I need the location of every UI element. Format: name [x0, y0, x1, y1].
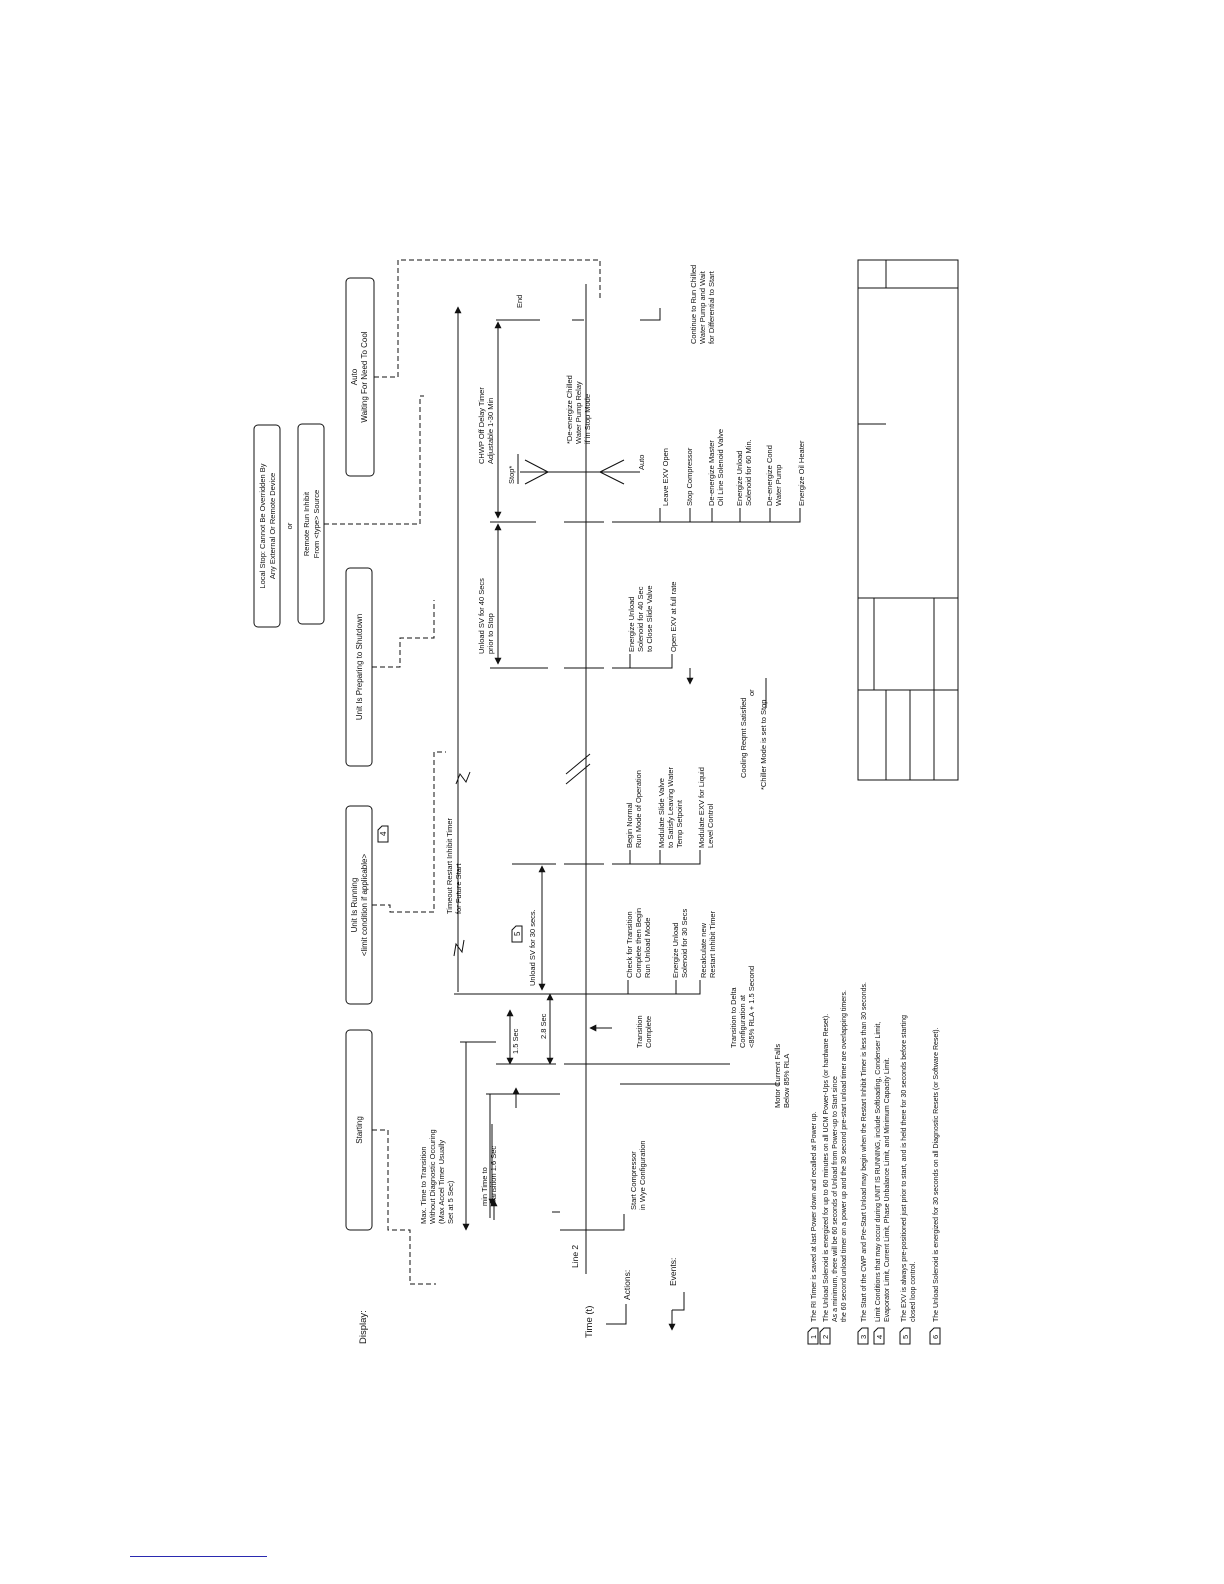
timer-text: 1.5 Sec	[511, 1028, 520, 1054]
action-text: Water Pump and Wait	[698, 271, 707, 344]
action-text: Stop Compressor	[685, 447, 694, 506]
note-5	[900, 1015, 917, 1344]
action-text: Energize Oil Heater	[797, 440, 806, 506]
restart-inhibit-text: for Future Start	[454, 863, 463, 914]
note-line: As a minimum, there will be 60 seconds of Unload from Power-up to Start since	[832, 1076, 839, 1322]
timer-text: Transition 1.6 Sec	[489, 1145, 498, 1206]
action-text: Continue to Run Chilled	[689, 264, 698, 344]
action-text: Solenoid for 40 Sec	[636, 586, 645, 652]
action-text: Open EXV at full rate	[669, 581, 678, 652]
note-6	[930, 1027, 940, 1344]
note-4	[874, 1022, 891, 1344]
display-box-text: From <type> Source	[312, 489, 321, 559]
display-box-text: Starting	[355, 1116, 364, 1144]
display-box-text: Unit Is Running	[350, 877, 359, 933]
or-label: or	[285, 522, 294, 530]
break-symbol	[454, 940, 464, 956]
time-label: Time (t)	[584, 1305, 595, 1338]
action-text: Energize Unload	[671, 922, 680, 978]
badge-4	[378, 826, 388, 842]
chwp-text: CHWP Off Delay Timer	[477, 387, 486, 464]
action-text: De-energize Cond	[765, 445, 774, 506]
action-text: Oil Line Solenoid Valve	[716, 429, 725, 506]
action-text: Start Compressor	[629, 1151, 638, 1210]
timer-text: min Time to	[480, 1167, 489, 1206]
badge-text: 5	[513, 931, 522, 936]
note-number: 5	[901, 1334, 910, 1339]
display-box-running	[346, 806, 372, 1004]
unload-40-text: Unload SV for 40 Secs	[477, 578, 486, 654]
note-2	[820, 990, 848, 1344]
deenergize-pump-text: if in Stop Mode	[583, 393, 592, 444]
timer-text: 2.8 Sec	[539, 1013, 548, 1039]
end-text: End	[515, 294, 524, 308]
actions-bracket	[606, 1304, 626, 1324]
event-text: Transition to Delta	[729, 987, 738, 1048]
line-2-label: Line 2	[570, 1244, 580, 1268]
stop-text: Stop*	[507, 465, 516, 484]
title-block	[858, 260, 958, 780]
timer-text: Set at 5 Sec)	[446, 1180, 455, 1224]
note-number: 2	[821, 1334, 830, 1339]
badge-5	[512, 926, 522, 942]
note-line: the 60 second unload timer on a power up and the 30 second pre-start unload timer are overlapping timers.	[841, 990, 848, 1322]
action-text: Solenoid for 60 Min.	[744, 439, 753, 506]
note-line: closed loop control.	[910, 1261, 917, 1322]
action-text: Run Mode of Operation	[634, 770, 643, 848]
action-text: in Wye Configuration	[638, 1140, 647, 1210]
display-box-text: Local Stop: Cannot Be Overridden By	[258, 463, 267, 589]
actions-label: Actions:	[622, 1269, 632, 1300]
restart-inhibit-text: Timeout Restart Inhibit Timer	[445, 817, 454, 914]
note-line: Limit Conditions that may occur during UNIT IS RUNNING, include Softloading, Condenser Limit,	[875, 1021, 882, 1322]
events-label: Events:	[668, 1257, 678, 1286]
event-text: <85% RLA + 1.5 Second	[747, 965, 756, 1048]
badge-text: 4	[379, 831, 388, 836]
action-text: Recalculate new	[699, 922, 708, 978]
action-text: De-energize Master	[707, 440, 716, 506]
action-text: Energize Unload	[627, 596, 636, 652]
note-line: The Unload Solenoid is energized for up to 60 minutes on all UCM Power-Ups (or hardware Reset).	[823, 1013, 830, 1322]
auto-text: Auto	[637, 454, 646, 470]
note-line: The EXV is always pre-positioned just prior to start, and is held there for 30 seconds before starting	[901, 1015, 908, 1322]
display-box-local-stop	[254, 425, 280, 627]
display-box-remote-run-inhibit	[298, 424, 324, 624]
unload-40-text: prior to Stop	[486, 613, 495, 654]
action-text: Energize Unload	[735, 450, 744, 506]
action-text: Modulate EXV for Liquid	[697, 767, 706, 848]
note-line: The Unload Solenoid is energized for 30 seconds on all Diagnostic Resets (or Software Reset).	[933, 1027, 940, 1322]
event-text: Cooling Reqmt Satisfied	[739, 697, 748, 778]
note-line: Evaporator Limit, Current Limit, Phase Unbalance Limit, and Minimum Capacity Limit.	[884, 1057, 891, 1322]
timer-text: Without Diagnostic Occuring	[428, 1129, 437, 1224]
timer-text: Max. Time to Transition	[419, 1146, 428, 1224]
timer-text: (Max Accel Timer Usually	[437, 1139, 446, 1224]
unload-30-text: Unload SV for 30 secs.	[528, 909, 537, 986]
action-text: Leave EXV Open	[661, 448, 670, 506]
action-text: Complete	[644, 1015, 653, 1048]
action-text: Level Control	[706, 803, 715, 848]
note-number: 1	[809, 1334, 818, 1339]
action-text: Check for Transition	[625, 911, 634, 978]
event-text: *Chiller Mode is set to Stop	[759, 699, 768, 790]
display-box-text: Waiting For Need To Cool	[360, 331, 369, 423]
action-text: Run Unload Mode	[643, 917, 652, 978]
note-line: The Start of the CWP and Pre-Start Unload may begin when the Restart Inhibit Timer is less than 30 seconds.	[861, 982, 868, 1322]
display-label: Display:	[358, 1310, 369, 1344]
display-box-text: Remote Run Inhibit	[302, 491, 311, 557]
rotated-diagram	[254, 260, 958, 1344]
min-transition-timer	[480, 1094, 560, 1218]
action-text: Begin Normal	[625, 802, 634, 848]
event-text: or	[747, 689, 756, 696]
display-box-text: Unit Is Preparing to Shutdown	[355, 613, 364, 721]
action-text: Transition	[635, 1015, 644, 1048]
action-text: to Close Slide Valve	[645, 585, 654, 652]
action-text: for Differential to Start	[707, 271, 716, 344]
note-3	[858, 982, 868, 1344]
notes	[808, 982, 940, 1344]
deenergize-pump-text: *De-energize Chilled	[565, 375, 574, 444]
display-box-text: Auto	[350, 368, 359, 386]
event-text: Motor Current Falls	[773, 1043, 782, 1108]
display-box-starting	[346, 1030, 372, 1230]
note-number: 4	[875, 1334, 884, 1339]
action-text: Restart Inhibit Timer	[708, 910, 717, 978]
action-text: to Satisfy Leaving Water	[666, 766, 675, 848]
note-1	[808, 1111, 818, 1344]
event-text: Configuration at	[738, 995, 747, 1048]
note-line: The RI Timer is saved at last Power down and recalled at Power up.	[811, 1111, 818, 1322]
note-number: 6	[931, 1334, 940, 1339]
event-text: Below 85% RLA	[782, 1053, 791, 1108]
action-text: Temp Setpoint	[675, 800, 684, 848]
display-box-preparing-shutdown	[346, 568, 372, 766]
chwp-text: Adjustable 1-30 Min	[486, 397, 495, 464]
event-texts	[729, 689, 791, 1108]
footnote-rule	[130, 1556, 267, 1557]
display-box-text: <limit condition if applicable>	[360, 853, 369, 957]
note-number: 3	[859, 1334, 868, 1339]
action-text: Solenoid for 30 Secs	[680, 908, 689, 978]
deenergize-pump-text: Water Pump Relay	[574, 381, 583, 444]
action-text: Complete then Begin	[634, 907, 643, 978]
display-box-auto	[346, 278, 374, 476]
display-box-text: Any External Or Remote Device	[268, 472, 277, 580]
action-text: Modulate Slide Valve	[657, 778, 666, 848]
action-text: Water Pump	[774, 464, 783, 506]
